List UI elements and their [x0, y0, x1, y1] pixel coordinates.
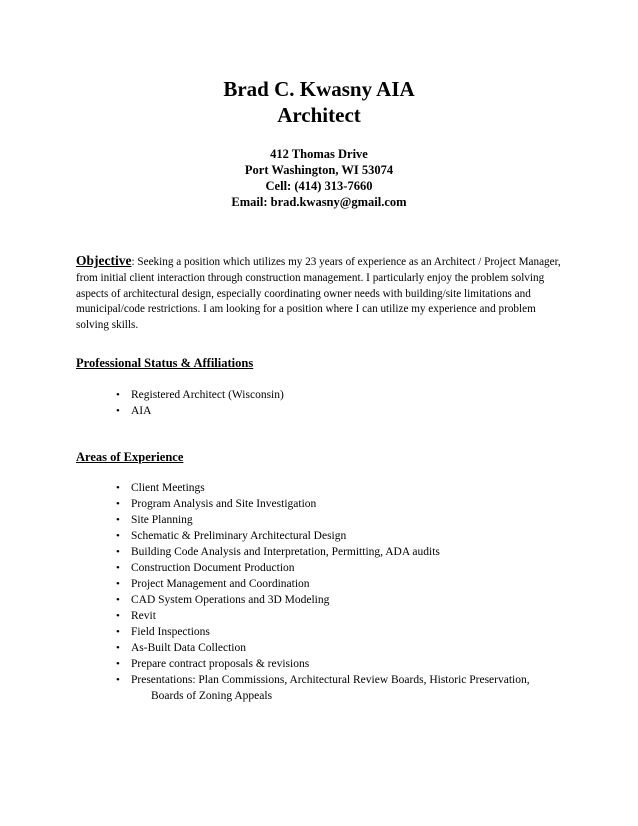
list-item — [0, 496, 530, 512]
experience-heading: Areas of Experience — [76, 450, 184, 464]
candidate-name: Brad C. Kwasny AIA — [223, 77, 415, 101]
objective-text: : Seeking a position which utilizes my 23 years of experience as an Architect / Project Manager, from initial client interaction through construction management. I particularly enjoy the problem solving aspects of architectural design, especially coordinating owner needs with building/site limitations and municipal/code restrictions. I am looking for a position where I can utilize my experience and problem solving skills. — [76, 256, 561, 332]
bullet-icon: • — [116, 674, 120, 686]
affiliations-list — [0, 387, 284, 419]
list-item-text: AIA — [131, 405, 152, 417]
cell-phone: Cell: (414) 313-7660 — [265, 179, 373, 193]
list-item-text: Revit — [131, 610, 156, 622]
list-item — [0, 387, 284, 403]
contact-block — [0, 146, 638, 210]
bullet-icon: • — [116, 498, 120, 510]
list-item-text: Building Code Analysis and Interpretation, Permitting, ADA audits — [131, 546, 440, 558]
list-item-text: Construction Document Production — [131, 562, 295, 574]
address-line-1: 412 Thomas Drive — [270, 147, 368, 161]
objective-label: Objective — [76, 253, 132, 268]
list-item — [0, 560, 530, 576]
list-item — [0, 512, 530, 528]
bullet-icon: • — [116, 562, 120, 574]
list-item — [0, 672, 530, 704]
list-item — [0, 624, 530, 640]
list-item — [0, 544, 530, 560]
list-item-text: CAD System Operations and 3D Modeling — [131, 594, 330, 606]
list-item-text: Project Management and Coordination — [131, 578, 310, 590]
bullet-icon: • — [116, 546, 120, 558]
bullet-icon: • — [116, 482, 120, 494]
list-item — [0, 592, 530, 608]
objective-paragraph — [76, 253, 566, 334]
bullet-icon: • — [116, 642, 120, 654]
list-item-text: Registered Architect (Wisconsin) — [131, 389, 284, 401]
list-item-continuation: Boards of Zoning Appeals — [151, 690, 273, 702]
bullet-icon: • — [116, 514, 120, 526]
list-item — [0, 640, 530, 656]
bullet-icon: • — [116, 626, 120, 638]
affiliations-heading: Professional Status & Affiliations — [76, 356, 254, 370]
list-item-text: Site Planning — [131, 514, 193, 526]
list-item-text: Program Analysis and Site Investigation — [131, 498, 317, 510]
candidate-title: Architect — [277, 103, 361, 127]
list-item — [0, 528, 530, 544]
bullet-icon: • — [116, 530, 120, 542]
list-item-text: Schematic & Preliminary Architectural Design — [131, 530, 347, 542]
bullet-icon: • — [116, 405, 120, 417]
list-item — [0, 608, 530, 624]
list-item — [0, 656, 530, 672]
list-item — [0, 576, 530, 592]
address-line-2: Port Washington, WI 53074 — [244, 163, 394, 177]
list-item-text: As-Built Data Collection — [131, 642, 246, 654]
list-item-text: Field Inspections — [131, 626, 210, 638]
bullet-icon: • — [116, 658, 120, 670]
list-item-text: Presentations: Plan Commissions, Architectural Review Boards, Historic Preservation, — [131, 674, 530, 686]
bullet-icon: • — [116, 578, 120, 590]
experience-list — [0, 480, 530, 704]
bullet-icon: • — [116, 389, 120, 401]
list-item — [0, 480, 530, 496]
list-item-text: Client Meetings — [131, 482, 205, 494]
email: Email: brad.kwasny@gmail.com — [231, 195, 407, 209]
list-item-text: Prepare contract proposals & revisions — [131, 658, 310, 670]
list-item — [0, 403, 284, 419]
bullet-icon: • — [116, 594, 120, 606]
bullet-icon: • — [116, 610, 120, 622]
